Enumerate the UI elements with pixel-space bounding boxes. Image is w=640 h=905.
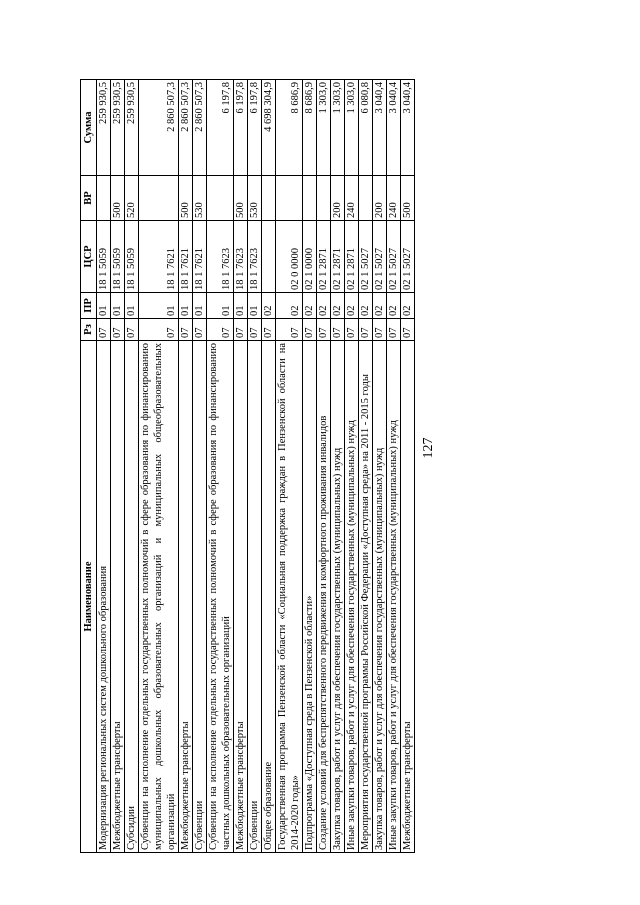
table-row (317, 80, 331, 853)
cell-rz: 07 (111, 319, 125, 341)
table-row (193, 80, 207, 853)
cell-vr (262, 176, 276, 221)
cell-rz: 07 (262, 319, 276, 341)
cell-csr: 18 1 7623 (234, 221, 248, 293)
cell-pr: 02 (276, 293, 303, 319)
cell-sum: 2 860 507,3 (179, 80, 193, 176)
table-row (97, 80, 111, 853)
cell-pr: 01 (139, 293, 179, 319)
cell-vr: 200 (373, 176, 387, 221)
cell-vr: 500 (179, 176, 193, 221)
cell-pr: 01 (111, 293, 125, 319)
cell-sum: 2 860 507,3 (139, 80, 179, 176)
cell-sum: 3 040,4 (387, 80, 401, 176)
budget-table (80, 79, 415, 853)
cell-pr: 02 (317, 293, 331, 319)
cell-vr: 500 (401, 176, 415, 221)
cell-pr: 02 (401, 293, 415, 319)
cell-rz: 07 (248, 319, 262, 341)
cell-name: Субвенции (248, 341, 262, 853)
cell-vr (317, 176, 331, 221)
cell-name: Межбюджетные трансферты (179, 341, 193, 853)
table-header-row (81, 80, 97, 853)
cell-sum: 8 686,9 (303, 80, 317, 176)
cell-vr: 500 (111, 176, 125, 221)
table-row (373, 80, 387, 853)
cell-rz: 07 (331, 319, 345, 341)
cell-vr (97, 176, 111, 221)
cell-vr: 240 (345, 176, 359, 221)
table-row (331, 80, 345, 853)
cell-vr: 530 (248, 176, 262, 221)
cell-rz: 07 (276, 319, 303, 341)
cell-rz: 07 (207, 319, 234, 341)
cell-rz: 07 (345, 319, 359, 341)
cell-vr (139, 176, 179, 221)
cell-vr (276, 176, 303, 221)
cell-pr: 02 (331, 293, 345, 319)
cell-csr: 18 1 5059 (111, 221, 125, 293)
table-row (345, 80, 359, 853)
cell-sum: 259 930,5 (125, 80, 139, 176)
cell-vr: 200 (331, 176, 345, 221)
page-number: 127 (421, 437, 436, 459)
cell-pr: 01 (97, 293, 111, 319)
cell-rz: 07 (179, 319, 193, 341)
cell-vr: 530 (193, 176, 207, 221)
cell-csr (262, 221, 276, 293)
cell-sum: 8 686,9 (276, 80, 303, 176)
cell-rz: 07 (193, 319, 207, 341)
table-row (387, 80, 401, 853)
cell-sum: 1 303,0 (345, 80, 359, 176)
cell-csr: 18 1 7621 (139, 221, 179, 293)
cell-pr: 01 (179, 293, 193, 319)
cell-name: Закупка товаров, работ и услуг для обеспечения государственных (муниципальных) нужд (331, 341, 345, 853)
cell-csr: 02 1 5027 (401, 221, 415, 293)
cell-name: Подпрограмма «Доступная среда в Пензенской области» (303, 341, 317, 853)
cell-name: Модернизация региональных систем дошкольного образования (97, 341, 111, 853)
cell-pr: 01 (207, 293, 234, 319)
cell-rz: 07 (401, 319, 415, 341)
cell-csr: 18 1 7623 (248, 221, 262, 293)
table-row (139, 80, 179, 853)
cell-sum: 259 930,5 (111, 80, 125, 176)
table-row (207, 80, 234, 853)
table-row (248, 80, 262, 853)
table-row (276, 80, 303, 853)
cell-sum: 3 040,4 (373, 80, 387, 176)
table-row (234, 80, 248, 853)
rotated-table-container (80, 80, 565, 853)
cell-rz: 07 (359, 319, 373, 341)
header-pr: ПР (81, 293, 97, 319)
cell-rz: 07 (139, 319, 179, 341)
cell-vr: 520 (125, 176, 139, 221)
cell-name: Межбюджетные трансферты (111, 341, 125, 853)
cell-csr: 02 1 2871 (345, 221, 359, 293)
cell-name: Иные закупки товаров, работ и услуг для обеспечения государственных (муниципальных) нужд (345, 341, 359, 853)
cell-pr: 01 (234, 293, 248, 319)
cell-rz: 07 (234, 319, 248, 341)
cell-pr: 01 (248, 293, 262, 319)
cell-vr (207, 176, 234, 221)
cell-csr: 02 1 5027 (373, 221, 387, 293)
cell-name: Субвенции на исполнение отдельных государственных полномочий в сфере образования по финансированию муниципальных дошкольных образовательных организаций и муниципальных общеобразовательных организаций (139, 341, 179, 853)
cell-vr: 500 (234, 176, 248, 221)
cell-name: Закупка товаров, работ и услуг для обеспечения государственных (муниципальных) нужд (373, 341, 387, 853)
header-name: Наименование (81, 341, 97, 853)
table-row (359, 80, 373, 853)
cell-rz: 07 (303, 319, 317, 341)
cell-sum: 6 080,8 (359, 80, 373, 176)
cell-csr: 18 1 7621 (193, 221, 207, 293)
table-row (125, 80, 139, 853)
cell-pr: 02 (359, 293, 373, 319)
cell-pr: 02 (387, 293, 401, 319)
cell-rz: 07 (387, 319, 401, 341)
cell-pr: 02 (345, 293, 359, 319)
cell-pr: 01 (125, 293, 139, 319)
cell-rz: 07 (317, 319, 331, 341)
table-row (401, 80, 415, 853)
cell-name: Государственная программа Пензенской области «Социальная поддержка граждан в Пензенской области на 2014-2020 годы» (276, 341, 303, 853)
cell-sum: 259 930,5 (97, 80, 111, 176)
cell-rz: 07 (97, 319, 111, 341)
header-csr: ЦСР (81, 221, 97, 293)
cell-name: Межбюджетные трансферты (401, 341, 415, 853)
cell-sum: 1 303,0 (317, 80, 331, 176)
cell-sum: 6 197,8 (234, 80, 248, 176)
table-row (111, 80, 125, 853)
header-vr: ВР (81, 176, 97, 221)
cell-name: Иные закупки товаров, работ и услуг для обеспечения государственных (муниципальных) нужд (387, 341, 401, 853)
cell-sum: 6 197,8 (248, 80, 262, 176)
header-sum: Сумма (81, 80, 97, 176)
table-row (303, 80, 317, 853)
cell-name: Общее образование (262, 341, 276, 853)
table-row (262, 80, 276, 853)
cell-sum: 4 698 304,9 (262, 80, 276, 176)
cell-csr: 18 1 7621 (179, 221, 193, 293)
cell-vr (359, 176, 373, 221)
cell-name: Субсидии (125, 341, 139, 853)
cell-sum: 3 040,4 (401, 80, 415, 176)
cell-name: Межбюджетные трансферты (234, 341, 248, 853)
cell-name: Создание условий для беспрепятственного передвижения и комфортного проживания инвалидов (317, 341, 331, 853)
cell-csr: 18 1 5059 (125, 221, 139, 293)
cell-rz: 07 (125, 319, 139, 341)
cell-sum: 1 303,0 (331, 80, 345, 176)
cell-pr: 02 (303, 293, 317, 319)
table-row (179, 80, 193, 853)
cell-name: Субвенции на исполнение отдельных государственных полномочий в сфере образования по финансированию частных дошкольных образовательных организаций (207, 341, 234, 853)
cell-csr: 18 1 5059 (97, 221, 111, 293)
cell-pr: 02 (262, 293, 276, 319)
cell-csr: 02 1 5027 (387, 221, 401, 293)
cell-name: Субвенции (193, 341, 207, 853)
cell-csr: 02 0 0000 (276, 221, 303, 293)
cell-sum: 2 860 507,3 (193, 80, 207, 176)
cell-name: Мероприятия государственной программы Российской Федерации «Доступная среда» на 2011 - 2015 годы (359, 341, 373, 853)
cell-vr (303, 176, 317, 221)
cell-vr: 240 (387, 176, 401, 221)
cell-sum: 6 197,8 (207, 80, 234, 176)
cell-csr: 02 1 5027 (359, 221, 373, 293)
cell-csr: 02 1 0000 (303, 221, 317, 293)
cell-pr: 01 (193, 293, 207, 319)
cell-csr: 02 1 2871 (331, 221, 345, 293)
cell-rz: 07 (373, 319, 387, 341)
cell-csr: 18 1 7623 (207, 221, 234, 293)
header-rz: Рз (81, 319, 97, 341)
cell-pr: 02 (373, 293, 387, 319)
cell-csr: 02 1 2871 (317, 221, 331, 293)
table-body (97, 80, 415, 853)
